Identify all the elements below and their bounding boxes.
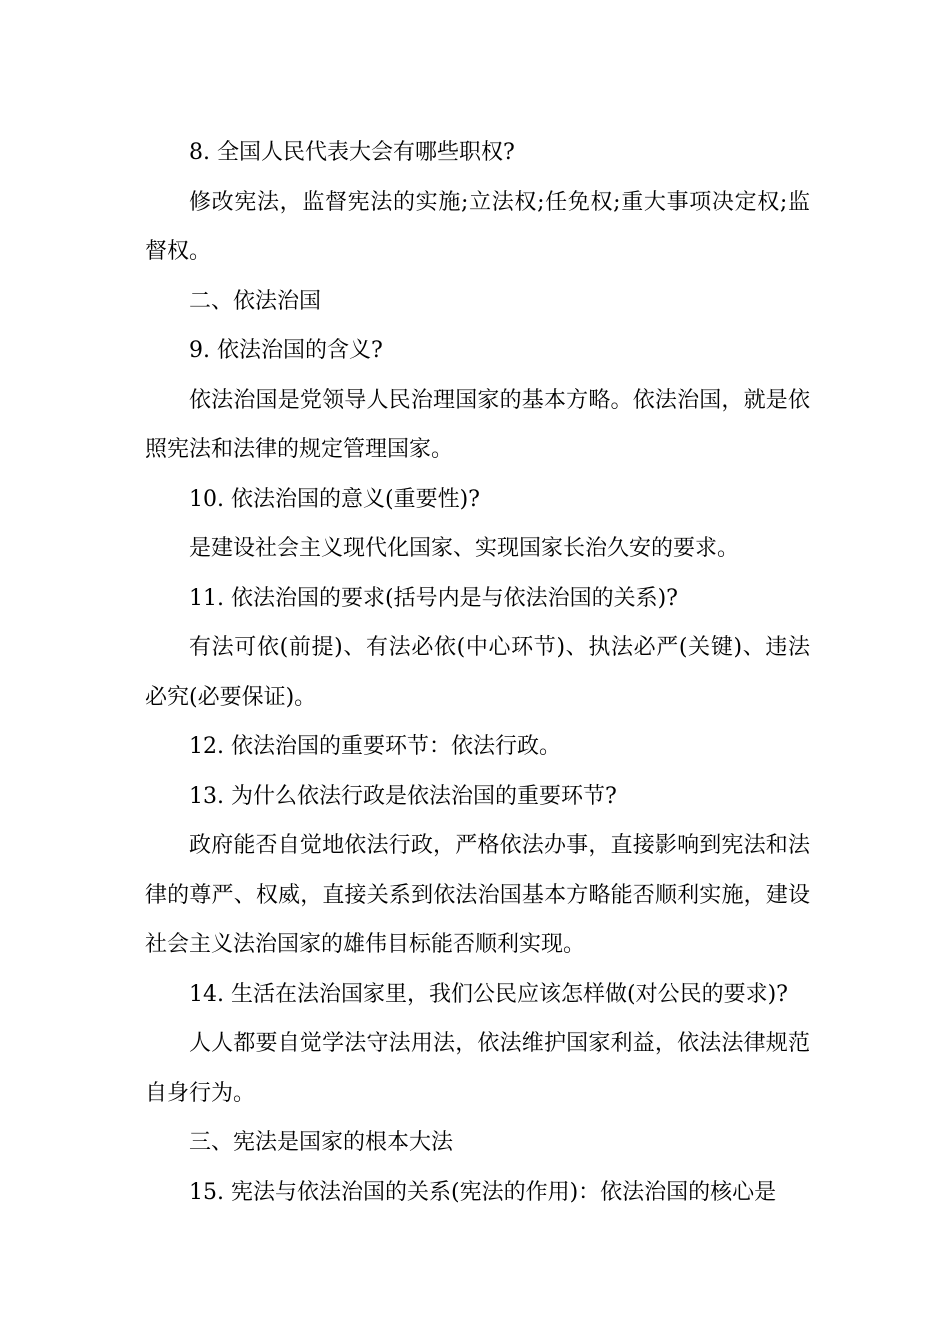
question-10: 10. 依法治国的意义(重要性)? — [189, 486, 480, 512]
item-15: 15. 宪法与依法治国的关系(宪法的作用)：依法治国的核心是 — [189, 1179, 777, 1205]
section-heading-3: 三、宪法是国家的根本大法 — [189, 1130, 454, 1155]
question-14: 14. 生活在法治国家里，我们公民应该怎样做(对公民的要求)? — [189, 981, 788, 1007]
answer-11: 有法可依(前提)、有法必依(中心环节)、执法必严(关键)、违法必究(必要保证)。 — [145, 635, 810, 710]
answer-8: 修改宪法，监督宪法的实施;立法权;任免权;重大事项决定权;监督权。 — [145, 189, 810, 264]
answer-9: 依法治国是党领导人民治理国家的基本方略。依法治国，就是依照宪法和法律的规定管理国家。 — [145, 387, 810, 462]
question-11: 11. 依法治国的要求(括号内是与依法治国的关系)? — [189, 585, 678, 611]
item-12: 12. 依法治国的重要环节：依法行政。 — [189, 734, 561, 759]
document-body — [145, 128, 810, 1217]
answer-13: 政府能否自觉地依法行政，严格依法办事，直接影响到宪法和法律的尊严、权威，直接关系到依法治国基本方略能否顺利实施，建设社会主义法治国家的雄伟目标能否顺利实现。 — [145, 833, 810, 957]
question-13: 13. 为什么依法行政是依法治国的重要环节? — [189, 783, 617, 809]
answer-10: 是建设社会主义现代化国家、实现国家长治久安的要求。 — [189, 536, 740, 561]
answer-14: 人人都要自觉学法守法用法，依法维护国家利益，依法法律规范自身行为。 — [145, 1031, 810, 1106]
section-heading-2: 二、依法治国 — [189, 288, 322, 314]
question-9: 9. 依法治国的含义? — [189, 338, 383, 363]
question-8: 8. 全国人民代表大会有哪些职权? — [189, 140, 515, 165]
